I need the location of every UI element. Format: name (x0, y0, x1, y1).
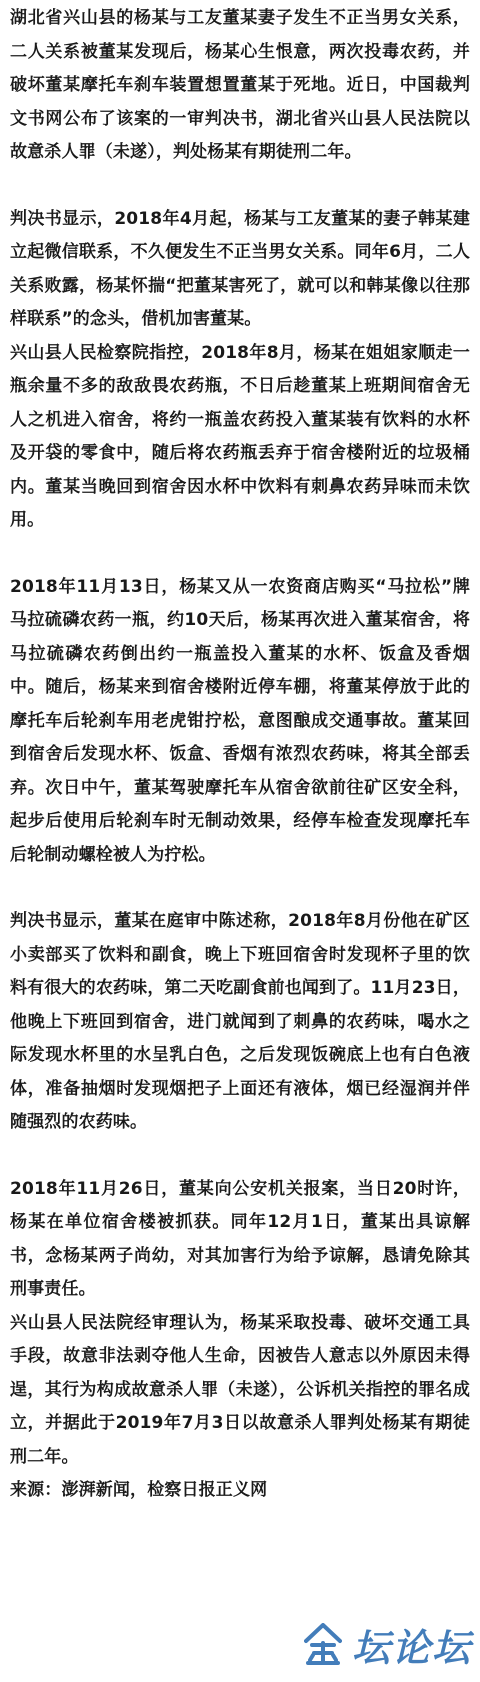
article-paragraph-second-attempt: 2018年11月13日，杨某又从一农资商店购买“马拉松”牌马拉硫磷农药一瓶，约10天后，杨某再次进入董某宿舍，将马拉硫磷农药倒出约一瓶盖投入董某的水杯、饭盒及香烟中。随后，杨某来到宿舍楼附近停车棚，将董某停放于此的摩托车后轮刹车用老虎钳拧松，意图酿成交通事故。董某回到宿舍后发现水杯、饭盒、香烟有浓烈农药味，将其全部丢弃。次日中午，董某驾驶摩托车从宿舍欲前往矿区安全科，起步后使用后轮刹车时无制动效果，经停车检查发现摩托车后轮制动螺栓被人为拧松。 (10, 576, 470, 865)
paragraph-gap (10, 170, 470, 203)
article-paragraph-prosecution: 兴山县人民检察院指控，2018年8月，杨某在姐姐家顺走一瓶余量不多的敌敌畏农药瓶，不日后趁董某上班期间宿舍无人之机进入宿舍，将约一瓶盖农药投入董某装有饮料的水杯及开袋的零食中，随后将农药瓶丢弃于宿舍楼附近的垃圾桶内。董某当晚回到宿舍因水杯中饮料有刺鼻农药异味而未饮用。 (10, 342, 470, 530)
forum-logo-icon (300, 1621, 346, 1667)
article-paragraph-testimony: 判决书显示，董某在庭审中陈述称，2018年8月份他在矿区小卖部买了饮料和副食，晚上下班回宿舍时发现杯子里的饮料有很大的农药味，第二天吃副食前也闻到了。11月23日，他晚上下班回到宿舍，进门就闻到了刺鼻的农药味，喝水之际发现水杯里的水呈乳白色，之后发现饭碗底上也有白色液体，准备抽烟时发现烟把子上面还有液体，烟已经湿润并伴随强烈的农药味。 (10, 911, 470, 1132)
watermark-text: 坛论坛 (351, 1624, 472, 1670)
forum-watermark (242, 1616, 472, 1672)
article-paragraph-arrest: 2018年11月26日，董某向公安机关报案，当日20时许，杨某在单位宿舍楼被抓获。同年12月1日，董某出具谅解书，念杨某两子尚幼，对其加害行为给予谅解，恳请免除其刑事责任。 (10, 1178, 470, 1299)
paragraph-gap (10, 538, 470, 571)
article-paragraph-judgment: 兴山县人民法院经审理认为，杨某采取投毒、破坏交通工具手段，故意非法剥夺他人生命，因被告人意志以外原因未得逞，其行为构成故意杀人罪（未遂），公诉机关指控的罪名成立，并据此于2019年7月3日以故意杀人罪判处杨某有期徒刑二年。 (10, 1312, 470, 1467)
article-paragraph-intro: 湖北省兴山县的杨某与工友董某妻子发生不正当男女关系，二人关系被董某发现后，杨某心生恨意，两次投毒农药，并破坏董某摩托车刹车装置想置董某于死地。近日，中国裁判文书网公布了该案的一审判决书，湖北省兴山县人民法院以故意杀人罪（未遂），判处杨某有期徒刑二年。 (10, 8, 470, 162)
paragraph-gap (10, 872, 470, 905)
article-source: 来源：澎湃新闻，检察日报正义网 (10, 1480, 268, 1500)
paragraph-gap (10, 1140, 470, 1173)
article-paragraph-verdict: 判决书显示，2018年4月起，杨某与工友董某的妻子韩某建立起微信联系，不久便发生不正当男女关系。同年6月，二人关系败露，杨某怀揣“把董某害死了，就可以和韩某像以往那样联系”的念头，借机加害董某。 (10, 208, 470, 329)
